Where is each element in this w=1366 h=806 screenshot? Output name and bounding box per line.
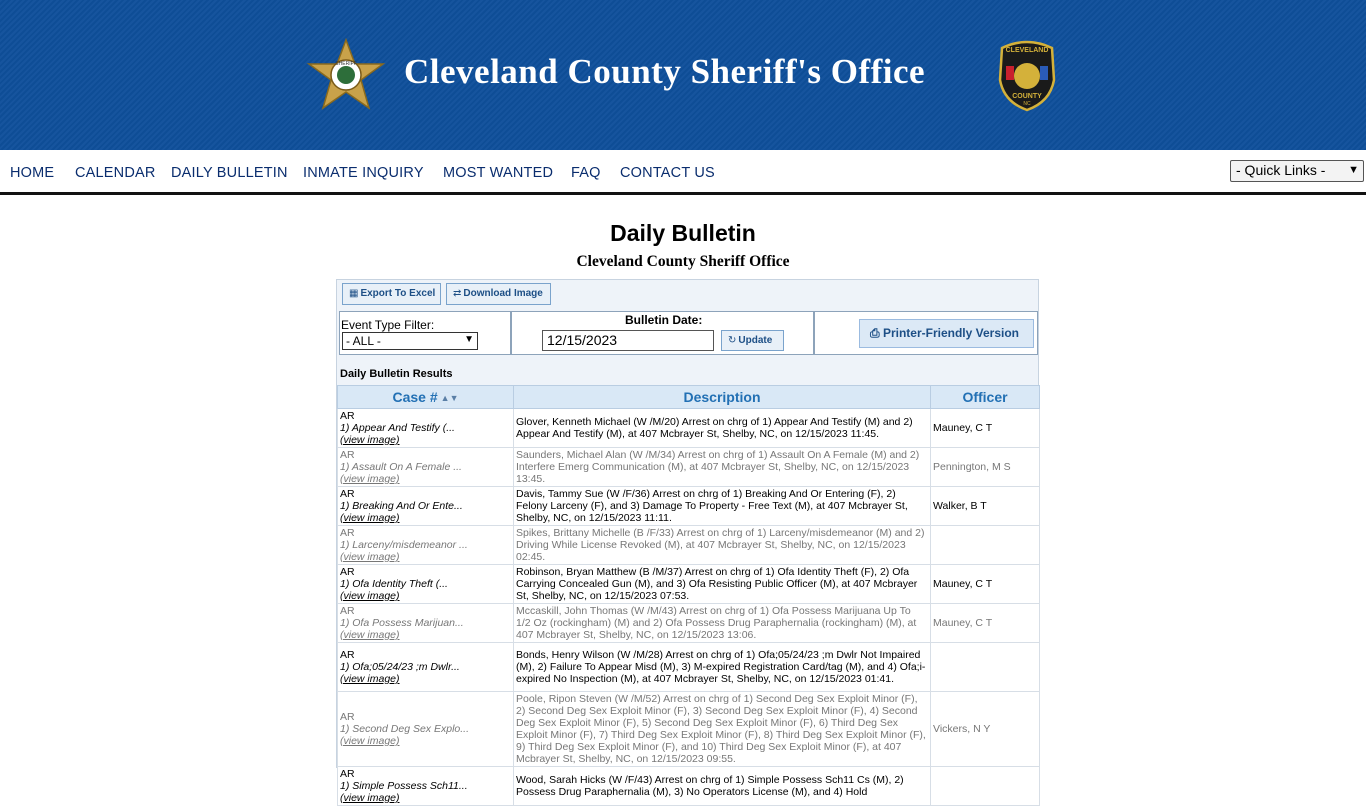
- quick-links-value: - Quick Links -: [1236, 162, 1326, 178]
- description-cell: Poole, Ripon Steven (W /M/52) Arrest on chrg of 1) Second Deg Sex Exploit Minor (F), 2) Second Deg Sex Exploit Minor (F), 3) Second Deg Sex Exploit Minor (F), 4) Second Deg Sex Exploit Minor (F), 5) Second Deg Sex Exploit Minor (F), 6) Third Deg Sex Exploit Minor (F), 7) Third Deg Sex Exploit Minor (F), 8) Third Deg Sex Exploit Minor (F), 9) Third Deg Sex Exploit Minor (F), and 10) Third Deg Sex Exploit Minor (F), at 407 Mcbrayer St, Shelby, NC, on 12/15/2023 09:55.: [514, 692, 931, 767]
- case-charge: 1) Ofa Possess Marijuan...: [340, 617, 464, 629]
- officer-cell: Pennington, M S: [931, 448, 1040, 487]
- results-label: Daily Bulletin Results: [340, 368, 453, 380]
- bulletin-date-label: Bulletin Date:: [625, 313, 703, 327]
- table-row: [338, 565, 1040, 604]
- event-type-label: Event Type Filter:: [341, 318, 435, 332]
- case-type: AR: [340, 566, 355, 578]
- case-cell: [338, 767, 514, 806]
- case-charge: 1) Ofa Identity Theft (...: [340, 578, 448, 590]
- county-patch-icon: [996, 40, 1058, 112]
- export-excel-button[interactable]: [342, 283, 441, 305]
- case-type: AR: [340, 768, 355, 780]
- table-row: [338, 767, 1040, 806]
- description-cell: Robinson, Bryan Matthew (B /M/37) Arrest on chrg of 1) Ofa Identity Theft (F), 2) Ofa Carrying Concealed Gun (M), and 3) Ofa Resisting Public Officer (M), at 407 Mcbrayer St, Shelby, NC, on 12/15/2023 07:53.: [514, 565, 931, 604]
- case-cell: [338, 604, 514, 643]
- table-row: [338, 448, 1040, 487]
- results-header-row: [338, 386, 1040, 409]
- page-title: Daily Bulletin: [610, 220, 756, 246]
- patch-text-top: CLEVELAND: [1005, 47, 1049, 54]
- bulletin-panel: [336, 279, 1039, 804]
- site-title: Cleveland County Sheriff's Office: [404, 52, 926, 91]
- results-body: [338, 409, 1040, 806]
- table-row: [338, 409, 1040, 448]
- case-type: AR: [340, 449, 355, 461]
- view-image-link[interactable]: (view image): [340, 735, 400, 747]
- case-charge: 1) Ofa;05/24/23 ;m Dwlr...: [340, 661, 460, 673]
- case-cell: [338, 487, 514, 526]
- printer-friendly-button[interactable]: [859, 319, 1034, 348]
- table-row: [338, 604, 1040, 643]
- officer-cell: Vickers, N Y: [931, 692, 1040, 767]
- download-image-label: Download Image: [463, 288, 543, 299]
- case-charge: 1) Assault On A Female ...: [340, 461, 462, 473]
- officer-cell: Mauney, C T: [931, 604, 1040, 643]
- case-type: AR: [340, 711, 355, 723]
- sheriff-star-icon: [305, 38, 387, 112]
- table-row: [338, 692, 1040, 767]
- nav-daily-bulletin[interactable]: DAILY BULLETIN: [171, 165, 288, 181]
- case-cell: [338, 448, 514, 487]
- officer-cell: Walker, B T: [931, 487, 1040, 526]
- nav-calendar[interactable]: CALENDAR: [75, 165, 156, 181]
- case-charge: 1) Larceny/misdemeanor ...: [340, 539, 468, 551]
- view-image-link[interactable]: (view image): [340, 590, 400, 602]
- chevron-down-icon: ▼: [1348, 164, 1359, 176]
- nav-contact-us[interactable]: CONTACT US: [620, 165, 715, 181]
- case-cell: [338, 409, 514, 448]
- officer-cell: [931, 767, 1040, 806]
- printer-friendly-label: Printer-Friendly Version: [882, 326, 1019, 340]
- quick-links-select[interactable]: [1230, 160, 1364, 182]
- event-type-select[interactable]: [342, 332, 478, 350]
- description-cell: Glover, Kenneth Michael (W /M/20) Arrest on chrg of 1) Appear And Testify (M) and 2) Appear And Testify (M), at 407 Mcbrayer St, Shelby, NC, on 12/15/2023 11:45.: [514, 409, 931, 448]
- case-column-label: Case #: [392, 389, 438, 405]
- case-cell: [338, 526, 514, 565]
- officer-cell: [931, 526, 1040, 565]
- description-cell: Davis, Tammy Sue (W /F/36) Arrest on chrg of 1) Breaking And Or Entering (F), 2) Felony Larceny (F), and 3) Damage To Property - Free Text (M), at 407 Mcbrayer St, Shelby, NC, on 12/15/2023 11:11.: [514, 487, 931, 526]
- description-cell: Spikes, Brittany Michelle (B /F/33) Arrest on chrg of 1) Larceny/misdemeanor (M) and 2) Driving While License Revoked (M), at 407 Mcbrayer St, Shelby, NC, on 12/15/2023 02:45.: [514, 526, 931, 565]
- case-charge: 1) Appear And Testify (...: [340, 422, 455, 434]
- badge-text: SHERIFF: [335, 61, 357, 67]
- swap-arrows-icon: ⇄: [453, 288, 462, 299]
- case-type: AR: [340, 488, 355, 500]
- case-cell: [338, 643, 514, 692]
- spreadsheet-icon: ▦: [349, 288, 359, 299]
- case-cell: [338, 565, 514, 604]
- case-type: AR: [340, 527, 355, 539]
- description-cell: Saunders, Michael Alan (W /M/34) Arrest on chrg of 1) Assault On A Female (M) and 2) Interfere Emerg Communication (M), at 407 Mcbrayer St, Shelby, NC, on 12/15/2023 13:45.: [514, 448, 931, 487]
- nav-home[interactable]: HOME: [10, 165, 55, 181]
- officer-column-header[interactable]: Officer: [931, 386, 1040, 409]
- case-charge: 1) Simple Possess Sch11...: [340, 780, 468, 792]
- view-image-link[interactable]: (view image): [340, 629, 400, 641]
- view-image-link[interactable]: (view image): [340, 434, 400, 446]
- patch-text-mid: COUNTY: [1012, 93, 1042, 100]
- view-image-link[interactable]: (view image): [340, 512, 400, 524]
- chevron-down-icon: ▼: [464, 334, 474, 345]
- export-excel-label: Export To Excel: [360, 288, 436, 299]
- case-column-header[interactable]: [338, 386, 514, 409]
- main-nav: [0, 150, 1366, 195]
- download-image-button[interactable]: [446, 283, 551, 305]
- case-type: AR: [340, 649, 355, 661]
- update-button[interactable]: [721, 330, 784, 351]
- table-row: [338, 487, 1040, 526]
- nav-most-wanted[interactable]: MOST WANTED: [443, 165, 554, 181]
- printer-icon: ⎙: [870, 326, 880, 340]
- update-label: Update: [738, 335, 773, 346]
- event-type-value: - ALL -: [346, 334, 381, 348]
- event-filter-box: [339, 311, 511, 355]
- patch-text-bottom: NC: [1023, 101, 1031, 107]
- description-column-header[interactable]: Description: [514, 386, 931, 409]
- header-banner: [0, 0, 1366, 150]
- officer-cell: [931, 643, 1040, 692]
- officer-cell: Mauney, C T: [931, 409, 1040, 448]
- sort-icon: ▲▼: [440, 393, 459, 403]
- nav-inmate-inquiry[interactable]: INMATE INQUIRY: [303, 165, 424, 181]
- view-image-link[interactable]: (view image): [340, 473, 400, 485]
- description-cell: Mccaskill, John Thomas (W /M/43) Arrest on chrg of 1) Ofa Possess Marijuana Up To 1/2 Oz (rockingham) (M) and 2) Ofa Possess Drug Paraphernalia (rockingham) (M), at 407 Mcbrayer St, Shelby, NC, on 12/15/2023 13:06.: [514, 604, 931, 643]
- case-charge: 1) Breaking And Or Ente...: [340, 500, 463, 512]
- nav-faq[interactable]: FAQ: [571, 165, 601, 181]
- officer-cell: Mauney, C T: [931, 565, 1040, 604]
- date-filter-box: [511, 311, 814, 355]
- case-type: AR: [340, 605, 355, 617]
- table-row: [338, 643, 1040, 692]
- refresh-icon: ↻: [728, 335, 737, 346]
- table-row: [338, 526, 1040, 565]
- results-table: [337, 385, 1040, 806]
- description-cell: Wood, Sarah Hicks (W /F/43) Arrest on chrg of 1) Simple Possess Sch11 Cs (M), 2) Possess Drug Paraphernalia (M), 3) No Operators License (M), and 4) Hold: [514, 767, 931, 806]
- case-type: AR: [340, 410, 355, 422]
- bulletin-date-input[interactable]: 12/15/2023: [542, 330, 714, 351]
- case-cell: [338, 692, 514, 767]
- description-cell: Bonds, Henry Wilson (W /M/28) Arrest on chrg of 1) Ofa;05/24/23 ;m Dwlr Not Impaired (M), 2) Failure To Appear Misd (M), 3) M-expired Registration Card/tag (M), and 4) Ofa;i-expired No Inspection (M), at 407 Mcbrayer St, Shelby, NC, on 12/15/2023 01:41.: [514, 643, 931, 692]
- view-image-link[interactable]: (view image): [340, 551, 400, 563]
- page-subtitle: Cleveland County Sheriff Office: [576, 253, 790, 270]
- case-charge: 1) Second Deg Sex Explo...: [340, 723, 469, 735]
- view-image-link[interactable]: (view image): [340, 673, 400, 685]
- printer-box: [814, 311, 1038, 355]
- view-image-link[interactable]: (view image): [340, 792, 400, 804]
